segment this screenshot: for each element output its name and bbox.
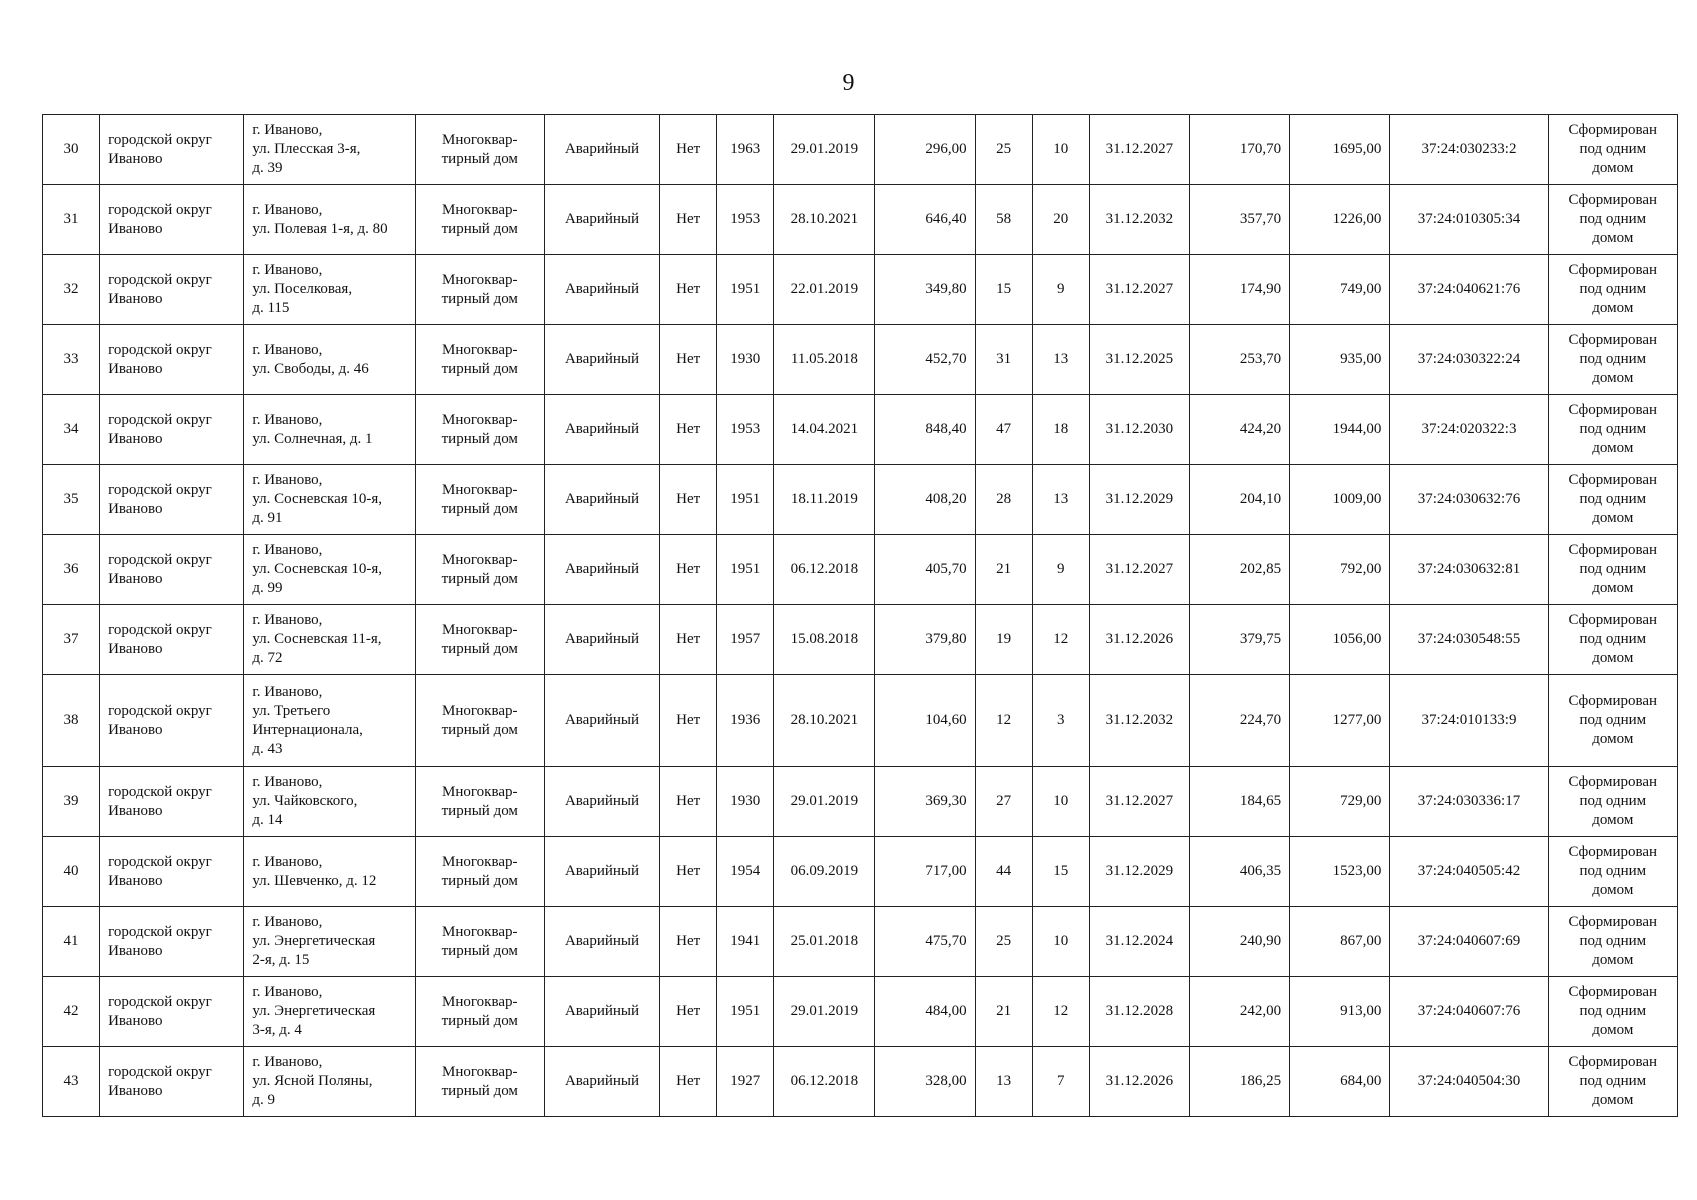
residents-cell: 58: [975, 185, 1032, 255]
year-cell: 1951: [717, 535, 774, 605]
land-status-cell: Сформирован под одним домом: [1548, 977, 1677, 1047]
table-row: [43, 1047, 1678, 1117]
area-cell: 452,70: [875, 325, 975, 395]
land-area-cell: 1277,00: [1290, 675, 1390, 767]
address-cell: г. Иваново, ул. Солнечная, д. 1: [244, 395, 415, 465]
table-row: [43, 977, 1678, 1047]
table-body: [43, 115, 1678, 1117]
area-cell: 646,40: [875, 185, 975, 255]
area2-cell: 240,90: [1189, 907, 1289, 977]
year-cell: 1941: [717, 907, 774, 977]
residents-cell: 12: [975, 675, 1032, 767]
residents-cell: 47: [975, 395, 1032, 465]
address-cell: г. Иваново, ул. Чайковского, д. 14: [244, 767, 415, 837]
row-number-cell: 31: [43, 185, 100, 255]
row-number-cell: 41: [43, 907, 100, 977]
year-cell: 1927: [717, 1047, 774, 1117]
municipality-cell: городской округ Иваново: [100, 605, 244, 675]
municipality-cell: городской округ Иваново: [100, 185, 244, 255]
land-status-cell: Сформирован под одним домом: [1548, 907, 1677, 977]
row-number-cell: 40: [43, 837, 100, 907]
land-status-cell: Сформирован под одним домом: [1548, 837, 1677, 907]
area2-cell: 406,35: [1189, 837, 1289, 907]
table-row: [43, 907, 1678, 977]
municipality-cell: городской округ Иваново: [100, 115, 244, 185]
year-cell: 1953: [717, 185, 774, 255]
land-area-cell: 749,00: [1290, 255, 1390, 325]
row-number-cell: 34: [43, 395, 100, 465]
residents-cell: 13: [975, 1047, 1032, 1117]
building-type-cell: Многоквар- тирный дом: [415, 837, 544, 907]
municipality-cell: городской округ Иваново: [100, 535, 244, 605]
deadline-cell: 31.12.2029: [1089, 465, 1189, 535]
flag-cell: Нет: [660, 977, 717, 1047]
area-cell: 408,20: [875, 465, 975, 535]
municipality-cell: городской округ Иваново: [100, 767, 244, 837]
date-cell: 29.01.2019: [774, 767, 875, 837]
row-number-cell: 42: [43, 977, 100, 1047]
table-row: [43, 395, 1678, 465]
condition-cell: Аварийный: [544, 185, 659, 255]
land-area-cell: 1226,00: [1290, 185, 1390, 255]
units-cell: 9: [1032, 255, 1089, 325]
page-number: 9: [842, 70, 855, 96]
units-cell: 15: [1032, 837, 1089, 907]
area2-cell: 253,70: [1189, 325, 1289, 395]
building-type-cell: Многоквар- тирный дом: [415, 767, 544, 837]
units-cell: 10: [1032, 767, 1089, 837]
cadastral-number-cell: 37:24:040607:76: [1390, 977, 1548, 1047]
date-cell: 06.09.2019: [774, 837, 875, 907]
deadline-cell: 31.12.2026: [1089, 605, 1189, 675]
flag-cell: Нет: [660, 115, 717, 185]
units-cell: 10: [1032, 907, 1089, 977]
area-cell: 484,00: [875, 977, 975, 1047]
row-number-cell: 33: [43, 325, 100, 395]
area-cell: 405,70: [875, 535, 975, 605]
area2-cell: 242,00: [1189, 977, 1289, 1047]
building-type-cell: Многоквар- тирный дом: [415, 185, 544, 255]
table-row: [43, 255, 1678, 325]
address-cell: г. Иваново, ул. Ясной Поляны, д. 9: [244, 1047, 415, 1117]
condition-cell: Аварийный: [544, 325, 659, 395]
year-cell: 1963: [717, 115, 774, 185]
row-number-cell: 35: [43, 465, 100, 535]
residents-cell: 31: [975, 325, 1032, 395]
cadastral-number-cell: 37:24:010305:34: [1390, 185, 1548, 255]
cadastral-number-cell: 37:24:040504:30: [1390, 1047, 1548, 1117]
land-status-cell: Сформирован под одним домом: [1548, 535, 1677, 605]
flag-cell: Нет: [660, 1047, 717, 1117]
condition-cell: Аварийный: [544, 255, 659, 325]
year-cell: 1936: [717, 675, 774, 767]
condition-cell: Аварийный: [544, 605, 659, 675]
condition-cell: Аварийный: [544, 465, 659, 535]
land-area-cell: 1009,00: [1290, 465, 1390, 535]
year-cell: 1930: [717, 767, 774, 837]
cadastral-number-cell: 37:24:030233:2: [1390, 115, 1548, 185]
flag-cell: Нет: [660, 465, 717, 535]
area2-cell: 224,70: [1189, 675, 1289, 767]
condition-cell: Аварийный: [544, 767, 659, 837]
deadline-cell: 31.12.2027: [1089, 255, 1189, 325]
table-row: [43, 115, 1678, 185]
address-cell: г. Иваново, ул. Сосневская 10-я, д. 99: [244, 535, 415, 605]
land-status-cell: Сформирован под одним домом: [1548, 605, 1677, 675]
land-status-cell: Сформирован под одним домом: [1548, 325, 1677, 395]
land-area-cell: 1056,00: [1290, 605, 1390, 675]
table-row: [43, 325, 1678, 395]
land-status-cell: Сформирован под одним домом: [1548, 255, 1677, 325]
land-area-cell: 1944,00: [1290, 395, 1390, 465]
row-number-cell: 37: [43, 605, 100, 675]
address-cell: г. Иваново, ул. Полевая 1-я, д. 80: [244, 185, 415, 255]
land-area-cell: 913,00: [1290, 977, 1390, 1047]
row-number-cell: 43: [43, 1047, 100, 1117]
flag-cell: Нет: [660, 325, 717, 395]
date-cell: 29.01.2019: [774, 115, 875, 185]
municipality-cell: городской округ Иваново: [100, 1047, 244, 1117]
municipality-cell: городской округ Иваново: [100, 977, 244, 1047]
cadastral-number-cell: 37:24:040607:69: [1390, 907, 1548, 977]
flag-cell: Нет: [660, 767, 717, 837]
date-cell: 25.01.2018: [774, 907, 875, 977]
units-cell: 20: [1032, 185, 1089, 255]
units-cell: 12: [1032, 977, 1089, 1047]
area2-cell: 170,70: [1189, 115, 1289, 185]
condition-cell: Аварийный: [544, 977, 659, 1047]
units-cell: 7: [1032, 1047, 1089, 1117]
land-area-cell: 867,00: [1290, 907, 1390, 977]
municipality-cell: городской округ Иваново: [100, 675, 244, 767]
flag-cell: Нет: [660, 675, 717, 767]
municipality-cell: городской округ Иваново: [100, 325, 244, 395]
building-type-cell: Многоквар- тирный дом: [415, 675, 544, 767]
units-cell: 10: [1032, 115, 1089, 185]
land-area-cell: 792,00: [1290, 535, 1390, 605]
condition-cell: Аварийный: [544, 837, 659, 907]
municipality-cell: городской округ Иваново: [100, 255, 244, 325]
units-cell: 12: [1032, 605, 1089, 675]
deadline-cell: 31.12.2032: [1089, 675, 1189, 767]
address-cell: г. Иваново, ул. Шевченко, д. 12: [244, 837, 415, 907]
cadastral-number-cell: 37:24:030336:17: [1390, 767, 1548, 837]
flag-cell: Нет: [660, 535, 717, 605]
land-status-cell: Сформирован под одним домом: [1548, 395, 1677, 465]
residents-cell: 19: [975, 605, 1032, 675]
land-status-cell: Сформирован под одним домом: [1548, 185, 1677, 255]
building-type-cell: Многоквар- тирный дом: [415, 977, 544, 1047]
deadline-cell: 31.12.2029: [1089, 837, 1189, 907]
land-area-cell: 684,00: [1290, 1047, 1390, 1117]
year-cell: 1951: [717, 465, 774, 535]
land-area-cell: 729,00: [1290, 767, 1390, 837]
land-area-cell: 935,00: [1290, 325, 1390, 395]
table-row: [43, 185, 1678, 255]
building-type-cell: Многоквар- тирный дом: [415, 255, 544, 325]
address-cell: г. Иваново, ул. Энергетическая 2-я, д. 15: [244, 907, 415, 977]
address-cell: г. Иваново, ул. Плесская 3-я, д. 39: [244, 115, 415, 185]
land-status-cell: Сформирован под одним домом: [1548, 1047, 1677, 1117]
residents-cell: 21: [975, 535, 1032, 605]
area-cell: 349,80: [875, 255, 975, 325]
residents-cell: 21: [975, 977, 1032, 1047]
deadline-cell: 31.12.2024: [1089, 907, 1189, 977]
address-cell: г. Иваново, ул. Поселковая, д. 115: [244, 255, 415, 325]
year-cell: 1954: [717, 837, 774, 907]
residents-cell: 15: [975, 255, 1032, 325]
row-number-cell: 32: [43, 255, 100, 325]
date-cell: 18.11.2019: [774, 465, 875, 535]
cadastral-number-cell: 37:24:030322:24: [1390, 325, 1548, 395]
land-status-cell: Сформирован под одним домом: [1548, 675, 1677, 767]
land-area-cell: 1695,00: [1290, 115, 1390, 185]
row-number-cell: 36: [43, 535, 100, 605]
flag-cell: Нет: [660, 185, 717, 255]
area-cell: 475,70: [875, 907, 975, 977]
date-cell: 06.12.2018: [774, 1047, 875, 1117]
deadline-cell: 31.12.2026: [1089, 1047, 1189, 1117]
municipality-cell: городской округ Иваново: [100, 837, 244, 907]
condition-cell: Аварийный: [544, 395, 659, 465]
table-row: [43, 535, 1678, 605]
address-cell: г. Иваново, ул. Энергетическая 3-я, д. 4: [244, 977, 415, 1047]
cadastral-number-cell: 37:24:020322:3: [1390, 395, 1548, 465]
cadastral-number-cell: 37:24:040505:42: [1390, 837, 1548, 907]
municipality-cell: городской округ Иваново: [100, 907, 244, 977]
cadastral-number-cell: 37:24:040621:76: [1390, 255, 1548, 325]
row-number-cell: 30: [43, 115, 100, 185]
building-type-cell: Многоквар- тирный дом: [415, 535, 544, 605]
land-status-cell: Сформирован под одним домом: [1548, 115, 1677, 185]
table-row: [43, 465, 1678, 535]
deadline-cell: 31.12.2027: [1089, 767, 1189, 837]
building-type-cell: Многоквар- тирный дом: [415, 325, 544, 395]
table-row: [43, 675, 1678, 767]
units-cell: 3: [1032, 675, 1089, 767]
row-number-cell: 38: [43, 675, 100, 767]
row-number-cell: 39: [43, 767, 100, 837]
land-area-cell: 1523,00: [1290, 837, 1390, 907]
date-cell: 14.04.2021: [774, 395, 875, 465]
area2-cell: 357,70: [1189, 185, 1289, 255]
date-cell: 22.01.2019: [774, 255, 875, 325]
residents-cell: 25: [975, 115, 1032, 185]
building-type-cell: Многоквар- тирный дом: [415, 465, 544, 535]
condition-cell: Аварийный: [544, 535, 659, 605]
flag-cell: Нет: [660, 907, 717, 977]
address-cell: г. Иваново, ул. Третьего Интернационала, д. 43: [244, 675, 415, 767]
building-type-cell: Многоквар- тирный дом: [415, 907, 544, 977]
area-cell: 369,30: [875, 767, 975, 837]
condition-cell: Аварийный: [544, 1047, 659, 1117]
date-cell: 28.10.2021: [774, 185, 875, 255]
housing-registry-table: [42, 114, 1678, 1117]
date-cell: 29.01.2019: [774, 977, 875, 1047]
municipality-cell: городской округ Иваново: [100, 465, 244, 535]
year-cell: 1930: [717, 325, 774, 395]
condition-cell: Аварийный: [544, 907, 659, 977]
table-row: [43, 605, 1678, 675]
area-cell: 328,00: [875, 1047, 975, 1117]
land-status-cell: Сформирован под одним домом: [1548, 767, 1677, 837]
deadline-cell: 31.12.2025: [1089, 325, 1189, 395]
flag-cell: Нет: [660, 605, 717, 675]
year-cell: 1951: [717, 977, 774, 1047]
residents-cell: 28: [975, 465, 1032, 535]
municipality-cell: городской округ Иваново: [100, 395, 244, 465]
area2-cell: 202,85: [1189, 535, 1289, 605]
date-cell: 28.10.2021: [774, 675, 875, 767]
year-cell: 1951: [717, 255, 774, 325]
address-cell: г. Иваново, ул. Свободы, д. 46: [244, 325, 415, 395]
units-cell: 13: [1032, 325, 1089, 395]
residents-cell: 25: [975, 907, 1032, 977]
table-row: [43, 767, 1678, 837]
cadastral-number-cell: 37:24:010133:9: [1390, 675, 1548, 767]
units-cell: 18: [1032, 395, 1089, 465]
address-cell: г. Иваново, ул. Сосневская 11-я, д. 72: [244, 605, 415, 675]
building-type-cell: Многоквар- тирный дом: [415, 605, 544, 675]
year-cell: 1953: [717, 395, 774, 465]
cadastral-number-cell: 37:24:030548:55: [1390, 605, 1548, 675]
date-cell: 11.05.2018: [774, 325, 875, 395]
flag-cell: Нет: [660, 395, 717, 465]
deadline-cell: 31.12.2028: [1089, 977, 1189, 1047]
address-cell: г. Иваново, ул. Сосневская 10-я, д. 91: [244, 465, 415, 535]
land-status-cell: Сформирован под одним домом: [1548, 465, 1677, 535]
area-cell: 379,80: [875, 605, 975, 675]
residents-cell: 27: [975, 767, 1032, 837]
area2-cell: 424,20: [1189, 395, 1289, 465]
building-type-cell: Многоквар- тирный дом: [415, 395, 544, 465]
area-cell: 848,40: [875, 395, 975, 465]
condition-cell: Аварийный: [544, 675, 659, 767]
area2-cell: 204,10: [1189, 465, 1289, 535]
cadastral-number-cell: 37:24:030632:81: [1390, 535, 1548, 605]
flag-cell: Нет: [660, 255, 717, 325]
residents-cell: 44: [975, 837, 1032, 907]
area2-cell: 379,75: [1189, 605, 1289, 675]
deadline-cell: 31.12.2027: [1089, 535, 1189, 605]
building-type-cell: Многоквар- тирный дом: [415, 115, 544, 185]
year-cell: 1957: [717, 605, 774, 675]
date-cell: 15.08.2018: [774, 605, 875, 675]
deadline-cell: 31.12.2030: [1089, 395, 1189, 465]
deadline-cell: 31.12.2032: [1089, 185, 1189, 255]
units-cell: 9: [1032, 535, 1089, 605]
table-row: [43, 837, 1678, 907]
area-cell: 104,60: [875, 675, 975, 767]
area2-cell: 174,90: [1189, 255, 1289, 325]
building-type-cell: Многоквар- тирный дом: [415, 1047, 544, 1117]
cadastral-number-cell: 37:24:030632:76: [1390, 465, 1548, 535]
condition-cell: Аварийный: [544, 115, 659, 185]
area2-cell: 184,65: [1189, 767, 1289, 837]
date-cell: 06.12.2018: [774, 535, 875, 605]
area-cell: 296,00: [875, 115, 975, 185]
units-cell: 13: [1032, 465, 1089, 535]
flag-cell: Нет: [660, 837, 717, 907]
area-cell: 717,00: [875, 837, 975, 907]
area2-cell: 186,25: [1189, 1047, 1289, 1117]
deadline-cell: 31.12.2027: [1089, 115, 1189, 185]
